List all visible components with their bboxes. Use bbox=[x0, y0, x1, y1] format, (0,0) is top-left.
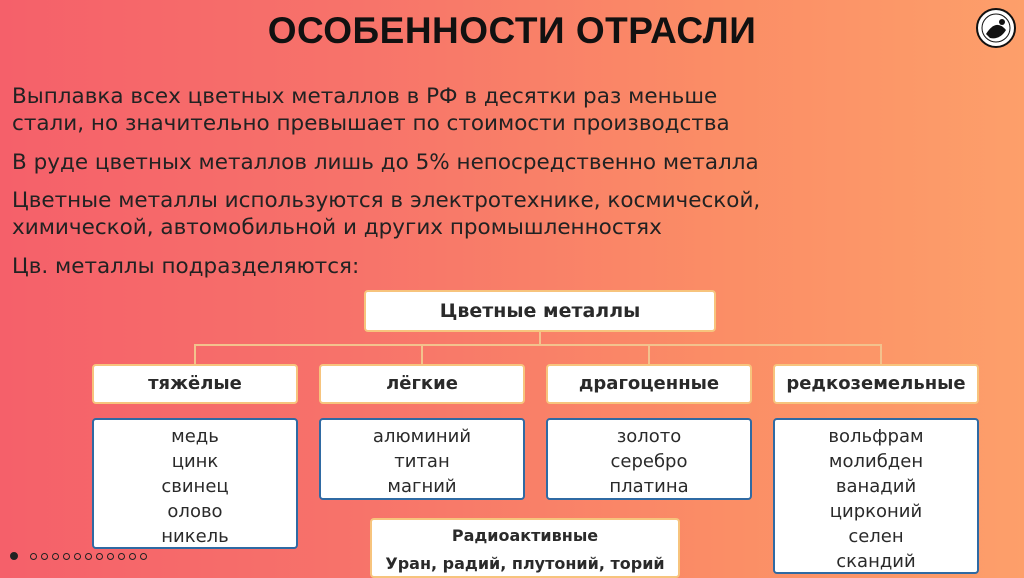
slide-dot[interactable] bbox=[107, 553, 114, 560]
precious-metals-list bbox=[546, 418, 752, 500]
list-item: ванадий bbox=[835, 476, 917, 497]
slide-dot[interactable] bbox=[140, 553, 147, 560]
list-item: золото bbox=[616, 426, 682, 447]
diagram-root-box: Цветные металлы bbox=[364, 290, 716, 332]
category-light: лёгкие bbox=[319, 364, 525, 404]
slide-dot[interactable] bbox=[96, 553, 103, 560]
list-item: магний bbox=[387, 476, 457, 497]
radioactive-items: Уран, радий, плутоний, торий bbox=[385, 554, 665, 573]
slide-dot[interactable] bbox=[52, 553, 59, 560]
list-item: цинк bbox=[171, 451, 219, 472]
slide-dot[interactable] bbox=[74, 553, 81, 560]
connector-line bbox=[648, 344, 650, 364]
category-heavy: тяжёлые bbox=[92, 364, 298, 404]
heavy-metals-list bbox=[92, 418, 298, 549]
paragraph-line: стали, но значительно превышает по стоимости производства bbox=[12, 111, 730, 136]
connector-line bbox=[539, 332, 541, 344]
slide-dot[interactable] bbox=[129, 553, 136, 560]
list-item: платина bbox=[609, 476, 689, 497]
slide-navigation bbox=[10, 550, 147, 562]
connector-line bbox=[194, 344, 882, 346]
slide-dot[interactable] bbox=[30, 553, 37, 560]
list-item: серебро bbox=[610, 451, 688, 472]
list-item: скандий bbox=[836, 551, 916, 572]
connector-line bbox=[194, 344, 196, 364]
light-metals-list bbox=[319, 418, 525, 500]
list-item: никель bbox=[161, 526, 229, 547]
list-item: цирконий bbox=[829, 501, 923, 522]
list-item: вольфрам bbox=[828, 426, 924, 447]
list-item: селен bbox=[848, 526, 904, 547]
slide-dot[interactable] bbox=[85, 553, 92, 560]
slide-title: ОСОБЕННОСТИ ОТРАСЛИ bbox=[267, 10, 757, 51]
category-precious: драгоценные bbox=[546, 364, 752, 404]
paragraph-line: химической, автомобильной и других промышленностях bbox=[12, 215, 662, 240]
logo-icon bbox=[974, 6, 1018, 50]
rare-earth-metals-list bbox=[773, 418, 979, 574]
paragraph-line: В руде цветных металлов лишь до 5% непосредственно металла bbox=[12, 150, 759, 175]
slide-dot[interactable] bbox=[63, 553, 70, 560]
slide-dot-current[interactable] bbox=[10, 552, 18, 560]
connector-line bbox=[880, 344, 882, 364]
slide-dot[interactable] bbox=[118, 553, 125, 560]
radioactive-box bbox=[370, 518, 680, 578]
connector-line bbox=[421, 344, 423, 364]
paragraph-line: Цветные металлы используются в электротехнике, космической, bbox=[12, 188, 761, 213]
list-item: медь bbox=[171, 426, 219, 447]
slide-dot[interactable] bbox=[41, 553, 48, 560]
list-item: олово bbox=[167, 501, 223, 522]
list-item: молибден bbox=[828, 451, 924, 472]
paragraph-line: Цв. металлы подразделяются: bbox=[12, 254, 360, 279]
radioactive-title: Радиоактивные bbox=[451, 526, 599, 545]
list-item: алюминий bbox=[372, 426, 472, 447]
paragraph-line: Выплавка всех цветных металлов в РФ в десятки раз меньше bbox=[12, 84, 718, 109]
list-item: свинец bbox=[161, 476, 229, 497]
list-item: титан bbox=[394, 451, 450, 472]
category-rare-earth: редкоземельные bbox=[773, 364, 979, 404]
